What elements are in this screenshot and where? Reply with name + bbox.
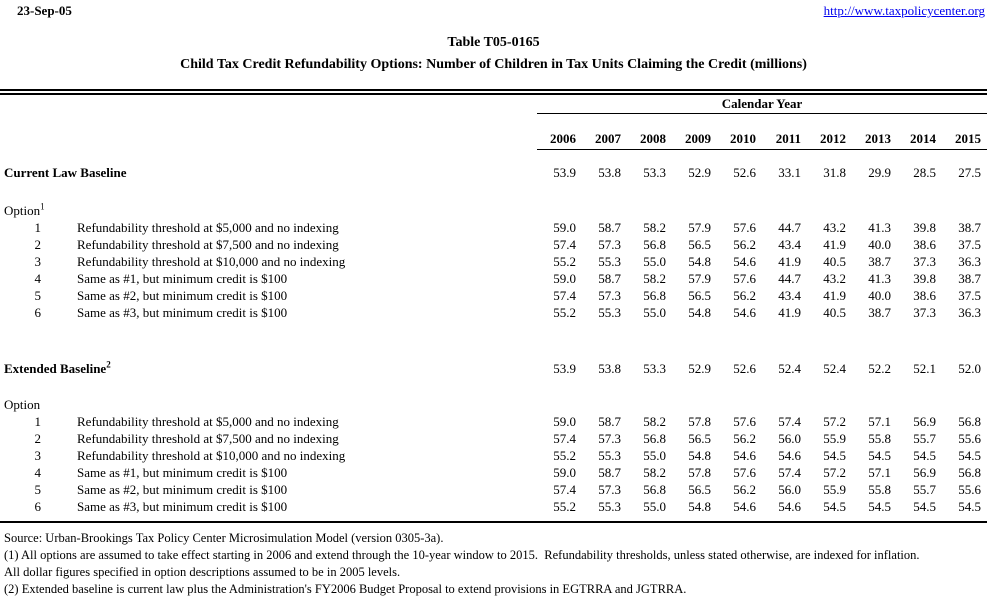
value-cell: 54.6 bbox=[733, 499, 756, 514]
value-cell: 55.8 bbox=[868, 431, 891, 446]
value-cell: 57.6 bbox=[733, 414, 756, 429]
value-cell: 55.6 bbox=[958, 482, 981, 497]
value-cell: 57.2 bbox=[823, 414, 846, 429]
value-cell: 41.9 bbox=[778, 254, 801, 269]
value-cell: 56.8 bbox=[643, 431, 666, 446]
value-cell: 56.0 bbox=[778, 431, 801, 446]
value-cell: 53.3 bbox=[643, 165, 666, 180]
value-cell: 55.2 bbox=[553, 448, 576, 463]
year-column-header: 2007 bbox=[595, 131, 621, 146]
value-cell: 58.7 bbox=[598, 414, 621, 429]
value-cell: 57.3 bbox=[598, 482, 621, 497]
value-cell: 57.3 bbox=[598, 288, 621, 303]
value-cell: 54.6 bbox=[733, 448, 756, 463]
footnote-1-continued: All dollar figures specified in option descriptions assumed to be in 2005 levels. bbox=[4, 565, 401, 579]
option-data-row bbox=[0, 219, 987, 236]
value-cell: 38.7 bbox=[958, 271, 981, 286]
value-cell: 37.3 bbox=[913, 305, 936, 320]
value-cell: 43.2 bbox=[823, 220, 846, 235]
value-cell: 55.6 bbox=[958, 431, 981, 446]
value-cell: 39.8 bbox=[913, 220, 936, 235]
value-cell: 38.6 bbox=[913, 288, 936, 303]
value-cell: 39.8 bbox=[913, 271, 936, 286]
value-cell: 59.0 bbox=[553, 414, 576, 429]
calendar-year-header: Calendar Year bbox=[537, 95, 987, 114]
value-cell: 38.7 bbox=[958, 220, 981, 235]
value-cell: 58.2 bbox=[643, 220, 666, 235]
option-description: Same as #2, but minimum credit is $100 bbox=[77, 482, 288, 497]
value-cell: 40.0 bbox=[868, 237, 891, 252]
year-column-header: 2010 bbox=[730, 131, 756, 146]
year-header-row bbox=[537, 128, 987, 150]
table-title: Child Tax Credit Refundability Options: Number of Children in Tax Units Claiming the Credit (millions) bbox=[180, 57, 807, 72]
value-cell: 56.2 bbox=[733, 237, 756, 252]
value-cell: 52.1 bbox=[913, 361, 936, 376]
value-cell: 41.3 bbox=[868, 271, 891, 286]
option-number: 2 bbox=[34, 237, 41, 252]
value-cell: 52.4 bbox=[823, 361, 846, 376]
value-cell: 52.4 bbox=[778, 361, 801, 376]
value-cell: 55.3 bbox=[598, 305, 621, 320]
value-cell: 54.5 bbox=[913, 448, 936, 463]
value-cell: 54.5 bbox=[913, 499, 936, 514]
value-cell: 57.9 bbox=[688, 271, 711, 286]
value-cell: 58.7 bbox=[598, 271, 621, 286]
value-cell: 55.0 bbox=[643, 499, 666, 514]
option-data-row bbox=[0, 447, 987, 464]
option-number: 2 bbox=[34, 431, 41, 446]
year-column-header: 2014 bbox=[910, 131, 936, 146]
value-cell: 57.3 bbox=[598, 237, 621, 252]
source-url-link[interactable]: http://www.taxpolicycenter.org bbox=[823, 3, 985, 18]
value-cell: 43.4 bbox=[778, 288, 801, 303]
option-description: Same as #1, but minimum credit is $100 bbox=[77, 271, 288, 286]
value-cell: 28.5 bbox=[913, 165, 936, 180]
value-cell: 55.9 bbox=[823, 431, 846, 446]
value-cell: 44.7 bbox=[778, 220, 801, 235]
value-cell: 57.9 bbox=[688, 220, 711, 235]
option-data-row bbox=[0, 287, 987, 304]
page-header bbox=[17, 3, 985, 19]
option-data-row bbox=[0, 236, 987, 253]
footnote-marker: 2 bbox=[106, 359, 111, 370]
value-cell: 56.0 bbox=[778, 482, 801, 497]
year-column-header: 2011 bbox=[775, 131, 801, 146]
year-column-header: 2012 bbox=[820, 131, 846, 146]
value-cell: 55.2 bbox=[553, 254, 576, 269]
value-cell: 54.5 bbox=[958, 499, 981, 514]
value-cell: 37.5 bbox=[958, 237, 981, 252]
option-description: Same as #1, but minimum credit is $100 bbox=[77, 465, 288, 480]
value-cell: 56.8 bbox=[643, 482, 666, 497]
value-cell: 56.9 bbox=[913, 465, 936, 480]
table-number-title: Table T05-0165 bbox=[447, 35, 540, 50]
value-cell: 59.0 bbox=[553, 465, 576, 480]
value-cell: 54.8 bbox=[688, 254, 711, 269]
value-cell: 57.8 bbox=[688, 465, 711, 480]
value-cell: 40.5 bbox=[823, 305, 846, 320]
baseline-row bbox=[0, 164, 987, 181]
value-cell: 55.2 bbox=[553, 305, 576, 320]
value-cell: 38.7 bbox=[868, 305, 891, 320]
option-number: 1 bbox=[34, 414, 41, 429]
value-cell: 57.6 bbox=[733, 220, 756, 235]
value-cell: 54.8 bbox=[688, 448, 711, 463]
value-cell: 56.5 bbox=[688, 482, 711, 497]
source-note: Source: Urban-Brookings Tax Policy Center Microsimulation Model (version 0305-3a). bbox=[4, 531, 444, 545]
option-heading-row bbox=[0, 202, 987, 219]
value-cell: 37.5 bbox=[958, 288, 981, 303]
value-cell: 56.5 bbox=[688, 288, 711, 303]
option-data-row bbox=[0, 253, 987, 270]
option-number: 1 bbox=[34, 220, 41, 235]
value-cell: 56.5 bbox=[688, 237, 711, 252]
value-cell: 58.2 bbox=[643, 271, 666, 286]
value-cell: 31.8 bbox=[823, 165, 846, 180]
value-cell: 57.1 bbox=[868, 465, 891, 480]
value-cell: 57.8 bbox=[688, 414, 711, 429]
year-column-header: 2013 bbox=[865, 131, 891, 146]
value-cell: 57.4 bbox=[553, 288, 576, 303]
year-column-header: 2015 bbox=[955, 131, 981, 146]
value-cell: 55.2 bbox=[553, 499, 576, 514]
option-data-row bbox=[0, 481, 987, 498]
value-cell: 57.6 bbox=[733, 465, 756, 480]
option-description: Same as #3, but minimum credit is $100 bbox=[77, 499, 288, 514]
value-cell: 56.5 bbox=[688, 431, 711, 446]
option-number: 3 bbox=[34, 254, 41, 269]
option-number: 6 bbox=[34, 305, 41, 320]
option-heading-label: Option bbox=[4, 397, 41, 412]
value-cell: 56.2 bbox=[733, 431, 756, 446]
value-cell: 58.7 bbox=[598, 220, 621, 235]
option-description: Refundability threshold at $10,000 and no indexing bbox=[77, 254, 346, 269]
option-number: 6 bbox=[34, 499, 41, 514]
value-cell: 52.0 bbox=[958, 361, 981, 376]
value-cell: 57.2 bbox=[823, 465, 846, 480]
value-cell: 54.5 bbox=[823, 448, 846, 463]
value-cell: 56.8 bbox=[958, 414, 981, 429]
option-number: 5 bbox=[34, 288, 41, 303]
option-description: Refundability threshold at $7,500 and no indexing bbox=[77, 237, 339, 252]
footnotes bbox=[4, 530, 986, 597]
value-cell: 54.5 bbox=[958, 448, 981, 463]
value-cell: 58.2 bbox=[643, 465, 666, 480]
value-cell: 38.6 bbox=[913, 237, 936, 252]
value-cell: 57.1 bbox=[868, 414, 891, 429]
value-cell: 44.7 bbox=[778, 271, 801, 286]
value-cell: 57.4 bbox=[553, 431, 576, 446]
value-cell: 55.7 bbox=[913, 482, 936, 497]
value-cell: 41.3 bbox=[868, 220, 891, 235]
extended-baseline-section bbox=[0, 360, 987, 515]
value-cell: 58.2 bbox=[643, 414, 666, 429]
value-cell: 56.8 bbox=[643, 237, 666, 252]
option-data-row bbox=[0, 270, 987, 287]
value-cell: 40.5 bbox=[823, 254, 846, 269]
value-cell: 52.6 bbox=[733, 165, 756, 180]
option-number: 4 bbox=[34, 465, 41, 480]
value-cell: 53.8 bbox=[598, 361, 621, 376]
report-date: 23-Sep-05 bbox=[17, 3, 72, 18]
value-cell: 55.8 bbox=[868, 482, 891, 497]
value-cell: 43.2 bbox=[823, 271, 846, 286]
value-cell: 55.0 bbox=[643, 254, 666, 269]
value-cell: 38.7 bbox=[868, 254, 891, 269]
option-description: Same as #3, but minimum credit is $100 bbox=[77, 305, 288, 320]
option-description: Refundability threshold at $7,500 and no indexing bbox=[77, 431, 339, 446]
value-cell: 59.0 bbox=[553, 271, 576, 286]
value-cell: 37.3 bbox=[913, 254, 936, 269]
option-description: Refundability threshold at $5,000 and no indexing bbox=[77, 220, 339, 235]
value-cell: 57.4 bbox=[778, 414, 801, 429]
value-cell: 55.9 bbox=[823, 482, 846, 497]
baseline-label: Current Law Baseline bbox=[4, 165, 127, 180]
value-cell: 53.3 bbox=[643, 361, 666, 376]
value-cell: 33.1 bbox=[778, 165, 801, 180]
value-cell: 53.8 bbox=[598, 165, 621, 180]
option-number: 4 bbox=[34, 271, 41, 286]
value-cell: 27.5 bbox=[958, 165, 981, 180]
year-column-header: 2009 bbox=[685, 131, 711, 146]
value-cell: 54.6 bbox=[733, 254, 756, 269]
value-cell: 56.9 bbox=[913, 414, 936, 429]
footnote-2: (2) Extended baseline is current law plus the Administration's FY2006 Budget Proposal to extend provisions in EGTRRA and JGTRRA. bbox=[4, 582, 687, 596]
option-description: Refundability threshold at $5,000 and no indexing bbox=[77, 414, 339, 429]
option-data-row bbox=[0, 464, 987, 481]
value-cell: 41.9 bbox=[823, 237, 846, 252]
value-cell: 53.9 bbox=[553, 361, 576, 376]
value-cell: 36.3 bbox=[958, 305, 981, 320]
year-column-header: 2008 bbox=[640, 131, 666, 146]
top-rule-upper bbox=[0, 89, 987, 91]
option-description: Refundability threshold at $10,000 and no indexing bbox=[77, 448, 346, 463]
value-cell: 55.3 bbox=[598, 499, 621, 514]
value-cell: 53.9 bbox=[553, 165, 576, 180]
value-cell: 55.3 bbox=[598, 448, 621, 463]
value-cell: 54.6 bbox=[778, 499, 801, 514]
value-cell: 55.3 bbox=[598, 254, 621, 269]
option-data-row bbox=[0, 498, 987, 515]
value-cell: 57.4 bbox=[778, 465, 801, 480]
footnote-marker: 1 bbox=[40, 201, 45, 212]
value-cell: 54.5 bbox=[868, 499, 891, 514]
value-cell: 57.4 bbox=[553, 482, 576, 497]
value-cell: 52.9 bbox=[688, 165, 711, 180]
option-data-row bbox=[0, 304, 987, 321]
footnote-1: (1) All options are assumed to take effect starting in 2006 and extend through the 10-year window to 2015. Refundability thresholds, unless stated otherwise, are indexed for inflation. bbox=[4, 548, 920, 562]
value-cell: 56.8 bbox=[643, 288, 666, 303]
value-cell: 57.3 bbox=[598, 431, 621, 446]
value-cell: 57.6 bbox=[733, 271, 756, 286]
baseline-label: Extended Baseline$^2$ bbox=[4, 359, 111, 376]
value-cell: 58.7 bbox=[598, 465, 621, 480]
current-law-section bbox=[0, 164, 987, 321]
value-cell: 43.4 bbox=[778, 237, 801, 252]
value-cell: 55.0 bbox=[643, 305, 666, 320]
bottom-rule bbox=[0, 521, 987, 523]
option-number: 5 bbox=[34, 482, 41, 497]
value-cell: 57.4 bbox=[553, 237, 576, 252]
value-cell: 56.2 bbox=[733, 482, 756, 497]
value-cell: 40.0 bbox=[868, 288, 891, 303]
value-cell: 54.5 bbox=[823, 499, 846, 514]
value-cell: 29.9 bbox=[868, 165, 891, 180]
value-cell: 41.9 bbox=[778, 305, 801, 320]
baseline-row bbox=[0, 360, 987, 377]
value-cell: 41.9 bbox=[823, 288, 846, 303]
value-cell: 52.9 bbox=[688, 361, 711, 376]
value-cell: 36.3 bbox=[958, 254, 981, 269]
option-heading-label: Option$^1$ bbox=[4, 201, 45, 218]
option-description: Same as #2, but minimum credit is $100 bbox=[77, 288, 288, 303]
value-cell: 52.6 bbox=[733, 361, 756, 376]
value-cell: 54.8 bbox=[688, 305, 711, 320]
year-column-header: 2006 bbox=[550, 131, 576, 146]
option-data-row bbox=[0, 413, 987, 430]
value-cell: 54.8 bbox=[688, 499, 711, 514]
value-cell: 59.0 bbox=[553, 220, 576, 235]
value-cell: 55.7 bbox=[913, 431, 936, 446]
value-cell: 54.6 bbox=[778, 448, 801, 463]
value-cell: 52.2 bbox=[868, 361, 891, 376]
option-heading-row bbox=[0, 396, 987, 413]
value-cell: 54.6 bbox=[733, 305, 756, 320]
option-number: 3 bbox=[34, 448, 41, 463]
option-data-row bbox=[0, 430, 987, 447]
value-cell: 55.0 bbox=[643, 448, 666, 463]
value-cell: 56.2 bbox=[733, 288, 756, 303]
value-cell: 54.5 bbox=[868, 448, 891, 463]
value-cell: 56.8 bbox=[958, 465, 981, 480]
